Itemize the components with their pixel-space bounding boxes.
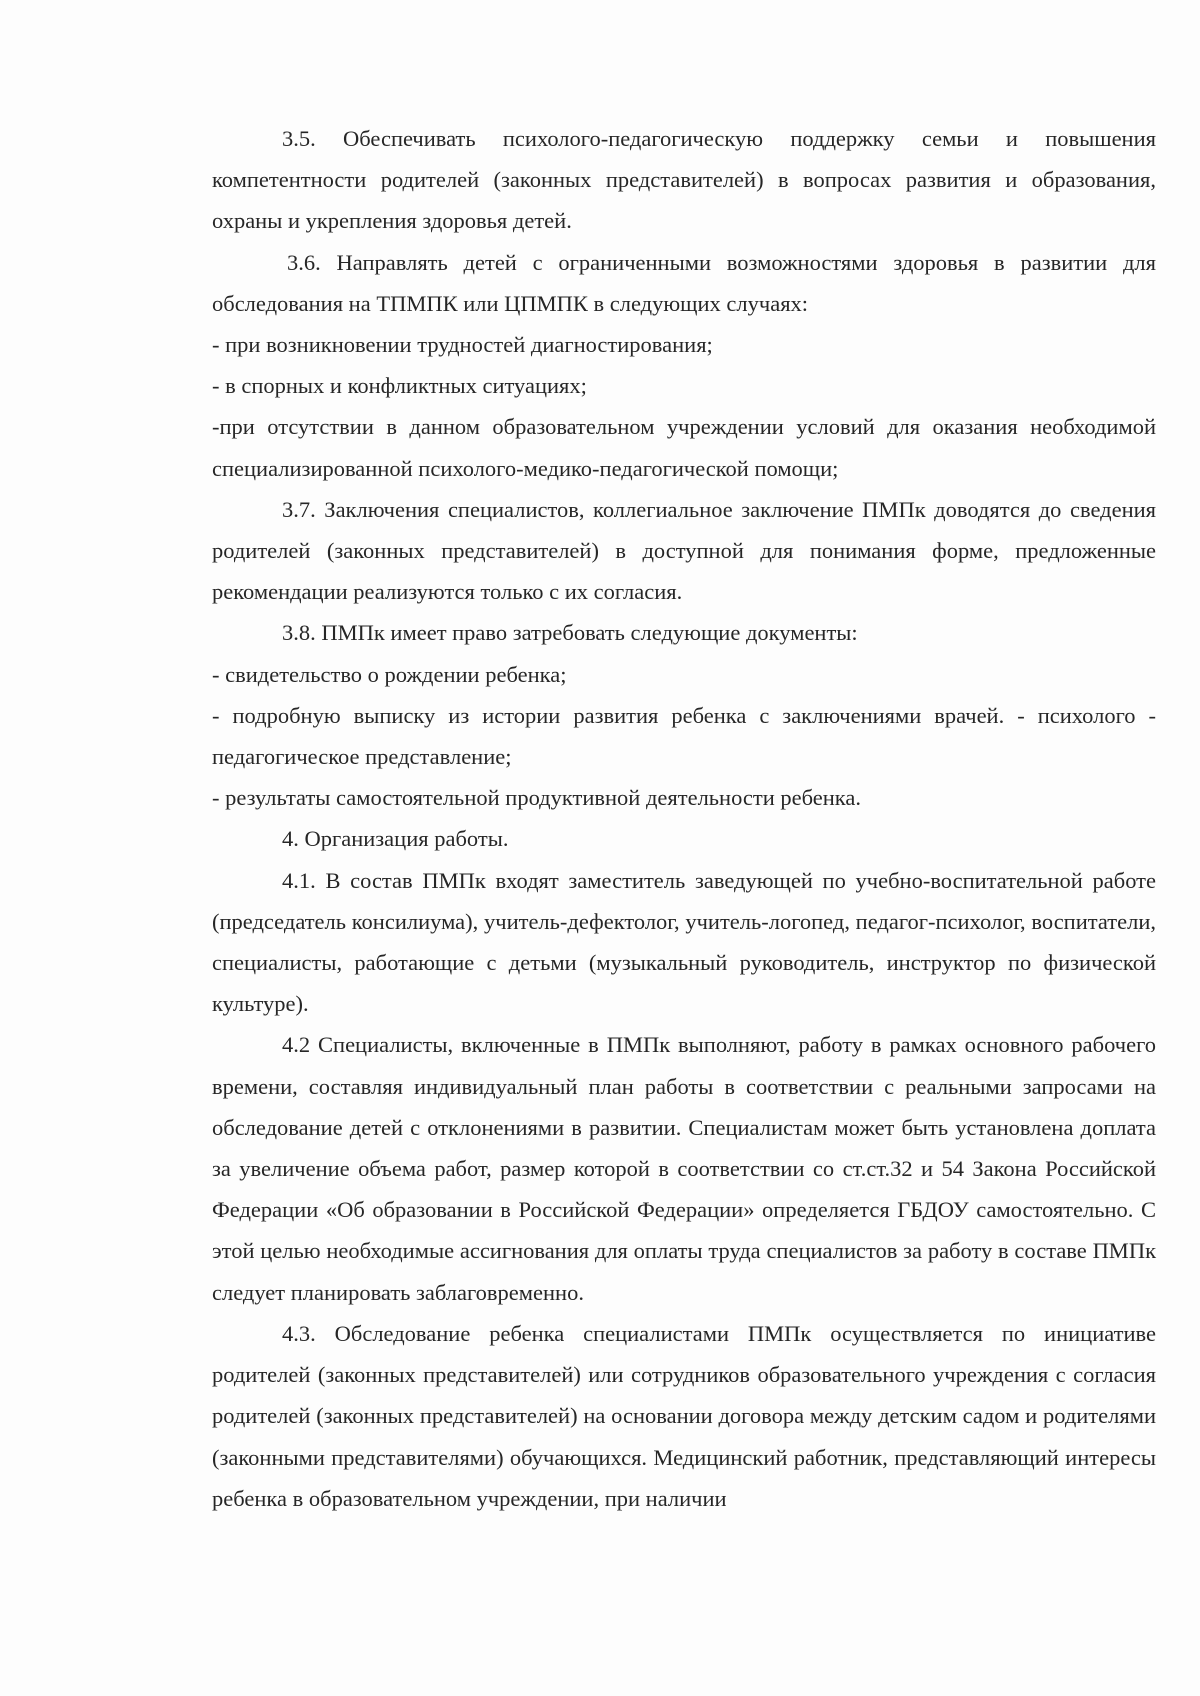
section-heading-4: 4. Организация работы. (282, 826, 509, 852)
list-item: - результаты самостоятельной продуктивной деятельности ребенка. (212, 785, 862, 811)
paragraph-3-6: 3.6. Направлять детей с ограниченными возможностями здоровья в развитии для обследования на ТПМПК или ЦПМПК в следующих случаях: (212, 249, 1156, 316)
list-item: - свидетельство о рождении ребенка; (212, 661, 567, 687)
paragraph-3-5: 3.5. Обеспечивать психолого-педагогическую поддержку семьи и повышения компетентности родителей (законных представителей) в вопросах развития и образования, охраны и укрепления здоровья детей. (212, 126, 1156, 234)
paragraph-4-3: 4.3. Обследование ребенка специалистами ПМПк осуществляется по инициативе родителей (законных представителей) или сотрудников образовательного учреждения с согласия родителей (законных представителей) на основании договора между детским садом и родителями (законными представителями) обучающихся. Медицинский работник, представляющий интересы ребенка в образовательном учреждении, при наличии (212, 1320, 1156, 1511)
paragraph-3-8: 3.8. ПМПк имеет право затребовать следующие документы: (282, 620, 858, 646)
paragraph-4-1: 4.1. В состав ПМПк входят заместитель заведующей по учебно-воспитательной работе (председатель консилиума), учитель-дефектолог, учитель-логопед, педагог-психолог, воспитатели, специалисты, работающие с детьми (музыкальный руководитель, инструктор по физической культуре). (212, 867, 1156, 1017)
document-body (212, 118, 1156, 1519)
paragraph-4-2: 4.2 Специалисты, включенные в ПМПк выполняют, работу в рамках основного рабочего времени, составляя индивидуальный план работы в соответствии с реальными запросами на обследование детей с отклонениями в развитии. Специалистам может быть установлена доплата за увеличение объема работ, размер которой в соответствии со ст.ст.32 и 54 Закона Российской Федерации «Об образовании в Российской Федерации» определяется ГБДОУ самостоятельно. С этой целью необходимые ассигнования для оплаты труда специалистов за работу в составе ПМПк следует планировать заблаговременно. (212, 1032, 1156, 1305)
paragraph-3-7: 3.7. Заключения специалистов, коллегиальное заключение ПМПк доводятся до сведения родителей (законных представителей) в доступной для понимания форме, предложенные рекомендации реализуются только с их согласия. (212, 496, 1156, 605)
list-item: - при возникновении трудностей диагностирования; (212, 332, 713, 358)
list-item: -при отсутствии в данном образовательном учреждении условий для оказания необходимой специализированной психолого-медико-педагогической помощи; (212, 414, 1156, 481)
list-item: - подробную выписку из истории развития ребенка с заключениями врачей. - психолого - педагогическое представление; (212, 702, 1156, 770)
list-item: - в спорных и конфликтных ситуациях; (212, 373, 587, 399)
